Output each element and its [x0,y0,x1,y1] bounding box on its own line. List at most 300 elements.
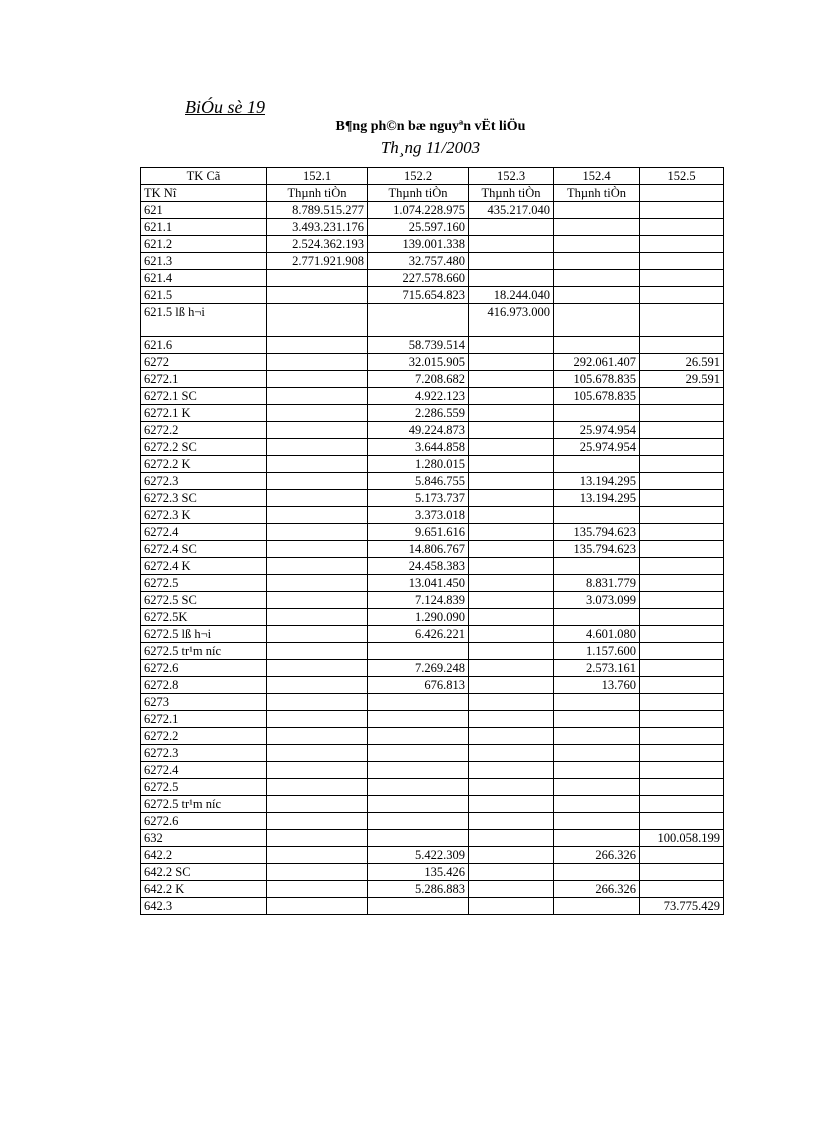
amount-cell [469,438,554,455]
amount-cell: 3.373.018 [368,506,469,523]
amount-cell: 26.591 [640,353,724,370]
account-cell: 6272.5 tr¹m níc [141,642,267,659]
header-row [141,168,724,185]
amount-cell: 5.422.309 [368,846,469,863]
amount-cell [640,659,724,676]
table-row [141,270,724,287]
table-row [141,253,724,270]
amount-cell [469,540,554,557]
allocation-table [140,167,724,915]
table-row [141,727,724,744]
amount-cell: 13.760 [554,676,640,693]
amount-cell [267,778,368,795]
amount-cell [267,270,368,287]
amount-cell [640,270,724,287]
amount-cell: 14.806.767 [368,540,469,557]
table-row [141,421,724,438]
header-cell: 152.3 [469,168,554,185]
amount-cell [267,455,368,472]
amount-cell [267,795,368,812]
amount-cell [640,236,724,253]
account-cell: 6272.4 SC [141,540,267,557]
table-row [141,608,724,625]
account-cell: 621.6 [141,336,267,353]
amount-cell: 3.644.858 [368,438,469,455]
account-cell: 6272.3 [141,744,267,761]
amount-cell: 435.217.040 [469,202,554,219]
amount-cell [267,438,368,455]
amount-cell [267,744,368,761]
amount-cell [267,472,368,489]
account-cell: 621.1 [141,219,267,236]
amount-cell [554,897,640,914]
table-row [141,540,724,557]
table-row [141,897,724,914]
amount-cell [640,778,724,795]
amount-cell [267,812,368,829]
amount-cell: 73.775.429 [640,897,724,914]
amount-cell [267,608,368,625]
amount-cell [640,304,724,337]
header-cell: 152.4 [554,168,640,185]
amount-cell [368,795,469,812]
account-cell: 6272.5 tr¹m níc [141,795,267,812]
amount-cell [469,676,554,693]
amount-cell [469,880,554,897]
amount-cell [469,812,554,829]
account-cell: 6272.6 [141,659,267,676]
account-cell: 6272.6 [141,812,267,829]
table-row [141,353,724,370]
amount-cell: 25.974.954 [554,421,640,438]
amount-cell [267,897,368,914]
amount-cell [267,387,368,404]
table-row [141,404,724,421]
amount-cell [640,710,724,727]
amount-cell [267,506,368,523]
table-row [141,557,724,574]
amount-cell: 1.280.015 [368,455,469,472]
amount-cell [267,489,368,506]
account-cell: 6272.5 [141,574,267,591]
amount-cell: 135.794.623 [554,540,640,557]
amount-cell [469,693,554,710]
document-subtitle: Th¸ng 11/2003 [380,138,481,157]
account-cell: 6272.4 [141,761,267,778]
amount-cell [554,710,640,727]
account-cell: 621 [141,202,267,219]
amount-cell [554,506,640,523]
table-row [141,387,724,404]
header-cell: 152.5 [640,168,724,185]
amount-cell: 100.058.199 [640,829,724,846]
amount-cell [267,625,368,642]
amount-cell [554,253,640,270]
amount-cell [640,608,724,625]
amount-cell [554,455,640,472]
account-cell: 6272.2 SC [141,438,267,455]
amount-cell [267,863,368,880]
amount-cell [267,880,368,897]
table-row [141,710,724,727]
amount-cell: 4.601.080 [554,625,640,642]
amount-cell: 25.974.954 [554,438,640,455]
amount-cell: 18.244.040 [469,287,554,304]
account-cell: 6272.1 [141,370,267,387]
account-cell: 621.5 [141,287,267,304]
amount-cell [640,287,724,304]
amount-cell [554,404,640,421]
amount-cell [640,795,724,812]
amount-cell: 32.015.905 [368,353,469,370]
amount-cell [469,727,554,744]
account-cell: 6272.5 [141,778,267,795]
amount-cell: 5.286.883 [368,880,469,897]
amount-cell [469,591,554,608]
amount-cell [554,727,640,744]
amount-cell [640,523,724,540]
account-cell: 642.2 K [141,880,267,897]
amount-cell [469,829,554,846]
amount-cell: 135.426 [368,863,469,880]
amount-cell: 105.678.835 [554,370,640,387]
account-cell: 642.2 SC [141,863,267,880]
amount-cell [469,421,554,438]
amount-cell: 2.573.161 [554,659,640,676]
amount-cell [368,304,469,337]
account-cell: 621.5 lß h¬i [141,304,267,337]
amount-cell [640,202,724,219]
header-cell [640,185,724,202]
account-cell: 6272.4 K [141,557,267,574]
amount-cell [640,336,724,353]
table-row [141,202,724,219]
amount-cell [267,421,368,438]
amount-cell: 135.794.623 [554,523,640,540]
account-cell: 642.2 [141,846,267,863]
amount-cell [640,591,724,608]
table-row [141,489,724,506]
amount-cell: 9.651.616 [368,523,469,540]
account-cell: 632 [141,829,267,846]
amount-cell [640,863,724,880]
amount-cell: 8.789.515.277 [267,202,368,219]
table-row [141,591,724,608]
amount-cell [640,455,724,472]
amount-cell [554,336,640,353]
account-cell: 6272.3 SC [141,489,267,506]
amount-cell: 8.831.779 [554,574,640,591]
amount-cell: 6.426.221 [368,625,469,642]
amount-cell [469,387,554,404]
table-row [141,642,724,659]
header-cell: 152.2 [368,168,469,185]
amount-cell: 7.124.839 [368,591,469,608]
header-cell: Thµnh tiÒn [554,185,640,202]
amount-cell: 139.001.338 [368,236,469,253]
amount-cell [640,557,724,574]
amount-cell [554,608,640,625]
amount-cell [469,236,554,253]
amount-cell [640,489,724,506]
amount-cell [267,846,368,863]
allocation-table-body [141,168,724,915]
table-row [141,438,724,455]
amount-cell [267,710,368,727]
amount-cell [469,608,554,625]
amount-cell [469,219,554,236]
table-row [141,795,724,812]
amount-cell [469,897,554,914]
amount-cell: 5.173.737 [368,489,469,506]
amount-cell [469,523,554,540]
amount-cell [267,404,368,421]
amount-cell [554,812,640,829]
account-cell: 621.4 [141,270,267,287]
table-row [141,370,724,387]
amount-cell: 7.269.248 [368,659,469,676]
amount-cell: 5.846.755 [368,472,469,489]
amount-cell: 25.597.160 [368,219,469,236]
amount-cell [640,812,724,829]
amount-cell: 13.041.450 [368,574,469,591]
amount-cell [368,829,469,846]
amount-cell: 1.074.228.975 [368,202,469,219]
amount-cell [554,761,640,778]
account-cell: 6272.1 [141,710,267,727]
account-cell: 621.3 [141,253,267,270]
amount-cell: 7.208.682 [368,370,469,387]
account-cell: 6272.3 [141,472,267,489]
amount-cell [554,829,640,846]
table-row [141,625,724,642]
table-row [141,455,724,472]
table-row [141,880,724,897]
account-cell: 6272.8 [141,676,267,693]
table-row [141,304,724,337]
amount-cell [640,846,724,863]
amount-cell [640,438,724,455]
amount-cell [469,557,554,574]
account-cell: 6273 [141,693,267,710]
account-cell: 6272.2 [141,421,267,438]
amount-cell [640,744,724,761]
amount-cell: 416.973.000 [469,304,554,337]
amount-cell [640,727,724,744]
table-row [141,506,724,523]
amount-cell: 2.286.559 [368,404,469,421]
amount-cell: 715.654.823 [368,287,469,304]
amount-cell [554,557,640,574]
amount-cell [640,472,724,489]
amount-cell [368,693,469,710]
amount-cell [554,270,640,287]
amount-cell [267,676,368,693]
amount-cell [640,540,724,557]
account-cell: 6272.2 K [141,455,267,472]
amount-cell [469,795,554,812]
amount-cell [640,387,724,404]
amount-cell [469,489,554,506]
amount-cell [368,897,469,914]
amount-cell [640,761,724,778]
amount-cell [368,778,469,795]
amount-cell [267,659,368,676]
amount-cell [640,676,724,693]
amount-cell [469,574,554,591]
amount-cell [267,591,368,608]
amount-cell [368,761,469,778]
amount-cell [469,778,554,795]
amount-cell [267,287,368,304]
amount-cell [267,829,368,846]
amount-cell [469,370,554,387]
amount-cell [469,863,554,880]
table-row [141,523,724,540]
amount-cell: 2.771.921.908 [267,253,368,270]
amount-cell [554,236,640,253]
amount-cell [554,219,640,236]
amount-cell [267,523,368,540]
account-cell: 6272.1 SC [141,387,267,404]
table-row [141,761,724,778]
amount-cell: 49.224.873 [368,421,469,438]
document-label: BiÓu sè 19 [185,97,265,117]
account-cell: 6272 [141,353,267,370]
amount-cell [469,710,554,727]
amount-cell: 3.073.099 [554,591,640,608]
account-cell: 621.2 [141,236,267,253]
amount-cell: 266.326 [554,880,640,897]
header-cell: Thµnh tiÒn [267,185,368,202]
table-row [141,778,724,795]
document-title: B¶ng ph©n bæ nguyªn vËt liÖu [335,119,526,134]
table-row [141,336,724,353]
amount-cell: 2.524.362.193 [267,236,368,253]
amount-cell: 227.578.660 [368,270,469,287]
table-row [141,659,724,676]
amount-cell [267,761,368,778]
amount-cell: 1.290.090 [368,608,469,625]
amount-cell [469,506,554,523]
amount-cell [469,253,554,270]
table-row [141,846,724,863]
amount-cell [554,693,640,710]
amount-cell: 292.061.407 [554,353,640,370]
amount-cell [554,287,640,304]
amount-cell [469,472,554,489]
amount-cell [554,778,640,795]
header-cell: Thµnh tiÒn [368,185,469,202]
amount-cell [640,421,724,438]
amount-cell [640,219,724,236]
amount-cell [368,727,469,744]
amount-cell [368,744,469,761]
amount-cell: 32.757.480 [368,253,469,270]
account-cell: 6272.3 K [141,506,267,523]
amount-cell [640,253,724,270]
amount-cell [469,455,554,472]
header-cell: 152.1 [267,168,368,185]
amount-cell [267,304,368,337]
account-cell: 6272.2 [141,727,267,744]
amount-cell: 105.678.835 [554,387,640,404]
amount-cell [640,404,724,421]
amount-cell [469,625,554,642]
table-row [141,829,724,846]
amount-cell [267,540,368,557]
amount-cell: 4.922.123 [368,387,469,404]
table-row [141,812,724,829]
amount-cell: 3.493.231.176 [267,219,368,236]
amount-cell [469,353,554,370]
amount-cell [469,846,554,863]
amount-cell [469,336,554,353]
amount-cell [640,574,724,591]
amount-cell [368,710,469,727]
account-cell: 6272.5 SC [141,591,267,608]
amount-cell [469,404,554,421]
table-row [141,744,724,761]
amount-cell [554,744,640,761]
table-row [141,236,724,253]
amount-cell [640,880,724,897]
amount-cell [640,506,724,523]
amount-cell [554,795,640,812]
amount-cell [469,761,554,778]
amount-cell: 24.458.383 [368,557,469,574]
amount-cell [368,642,469,659]
amount-cell [640,642,724,659]
table-row [141,693,724,710]
account-cell: 6272.5K [141,608,267,625]
amount-cell: 1.157.600 [554,642,640,659]
amount-cell [267,353,368,370]
amount-cell: 13.194.295 [554,472,640,489]
header-row [141,185,724,202]
table-row [141,676,724,693]
amount-cell [267,642,368,659]
amount-cell: 29.591 [640,370,724,387]
amount-cell [554,202,640,219]
amount-cell [267,370,368,387]
amount-cell [267,336,368,353]
account-cell: 6272.5 lß h¬i [141,625,267,642]
amount-cell [640,625,724,642]
amount-cell [368,812,469,829]
amount-cell: 58.739.514 [368,336,469,353]
amount-cell [469,642,554,659]
header-cell: TK Cã [141,168,267,185]
account-cell: 642.3 [141,897,267,914]
header-cell: TK Nî [141,185,267,202]
amount-cell: 676.813 [368,676,469,693]
amount-cell: 13.194.295 [554,489,640,506]
table-row [141,863,724,880]
amount-cell [554,304,640,337]
table-row [141,472,724,489]
table-row [141,574,724,591]
amount-cell [469,744,554,761]
table-row [141,287,724,304]
amount-cell [640,693,724,710]
amount-cell [267,574,368,591]
amount-cell [554,863,640,880]
amount-cell [469,659,554,676]
amount-cell [469,270,554,287]
account-cell: 6272.4 [141,523,267,540]
amount-cell [267,557,368,574]
